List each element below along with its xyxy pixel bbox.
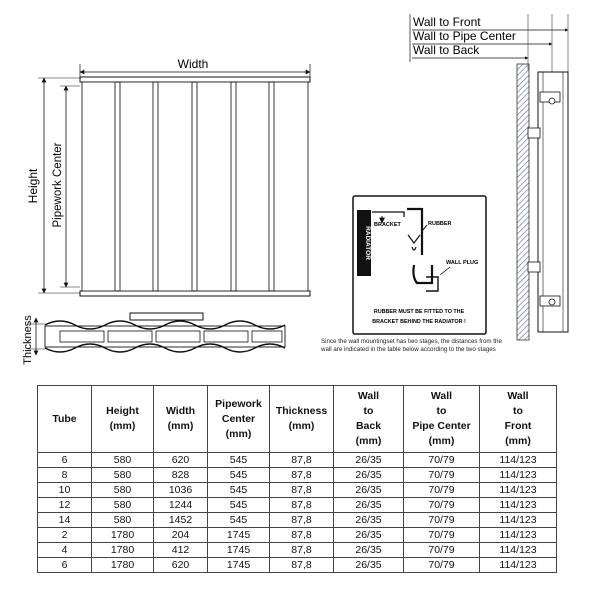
column-header-text: (mm) (109, 420, 136, 432)
table-cell: 87,8 (270, 513, 334, 528)
table-cell: 580 (92, 483, 154, 498)
column-header-text: Wall (507, 390, 529, 402)
thickness-label: Thickness (22, 315, 34, 365)
height-label: Height (26, 168, 40, 204)
column-header-text: Center (221, 412, 256, 425)
table-cell: 114/123 (480, 543, 557, 558)
table-cell: 87,8 (270, 528, 334, 543)
table-row (38, 468, 557, 483)
table-cell: 87,8 (270, 558, 334, 573)
table-cell: 26/35 (334, 558, 404, 573)
table-cell: 828 (154, 468, 208, 483)
table-cell: 412 (154, 543, 208, 558)
table-cell: 114/123 (480, 483, 557, 498)
column-header-text: Back (355, 420, 382, 432)
table-cell: 70/79 (404, 513, 480, 528)
width-label: Width (177, 57, 209, 71)
table-row (38, 528, 557, 543)
column-header-text: Thickness (275, 405, 328, 417)
column-header-text: to (513, 405, 523, 417)
table-cell: 12 (38, 498, 92, 513)
column-header (208, 386, 270, 453)
table-cell: 114/123 (480, 558, 557, 573)
table-cell: 70/79 (404, 558, 480, 573)
table-cell: 545 (208, 513, 270, 528)
table-cell: 545 (208, 453, 270, 468)
table-cell: 26/35 (334, 468, 404, 483)
table-row (38, 558, 557, 573)
column-header-text: (mm) (428, 435, 455, 447)
column-header (154, 386, 208, 453)
rubber-label: RUBBER (428, 221, 452, 227)
column-header-text: Width (165, 405, 196, 417)
table-cell: 114/123 (480, 468, 557, 483)
column-header-text: Tube (52, 412, 77, 425)
table-cell: 1780 (92, 528, 154, 543)
column-header-text: Height (106, 405, 139, 417)
column-header-text: Front (504, 420, 532, 432)
column-header-text: Wall (357, 390, 380, 402)
table-cell: 10 (38, 483, 92, 498)
pipework-center-label: Pipework Center (52, 142, 64, 228)
column-header (334, 386, 404, 453)
column-header-text: (mm) (225, 427, 252, 440)
table-row (38, 498, 557, 513)
table-cell: 1745 (208, 558, 270, 573)
radiator-side-view (528, 72, 568, 332)
table-cell: 1780 (92, 558, 154, 573)
table-cell: 87,8 (270, 468, 334, 483)
table-cell: 114/123 (480, 498, 557, 513)
column-header-text: (mm) (167, 420, 194, 432)
table-cell: 1036 (154, 483, 208, 498)
table-cell: 2 (38, 528, 92, 543)
table-cell: 114/123 (480, 528, 557, 543)
table-cell: 87,8 (270, 543, 334, 558)
table-cell: 70/79 (404, 453, 480, 468)
table-cell: 580 (92, 453, 154, 468)
column-header (38, 386, 92, 453)
table-row (38, 483, 557, 498)
specification-table (37, 385, 557, 573)
table-cell: 70/79 (404, 468, 480, 483)
table-cell: 580 (92, 468, 154, 483)
column-header (480, 386, 557, 453)
table-cell: 70/79 (404, 528, 480, 543)
table-cell: 87,8 (270, 498, 334, 513)
table-cell: 26/35 (334, 483, 404, 498)
bracket-label: BRACKET (374, 222, 401, 228)
table-cell: 70/79 (404, 483, 480, 498)
table-cell: 6 (38, 558, 92, 573)
radiator-front-view (80, 77, 310, 296)
table-cell: 14 (38, 513, 92, 528)
table-cell: 545 (208, 498, 270, 513)
column-header (92, 386, 154, 453)
table-cell: 545 (208, 483, 270, 498)
bracket-detail-drawing (352, 195, 487, 335)
warning-text-line1: RUBBER MUST BE FITTED TO THE (373, 309, 465, 315)
table-row (38, 513, 557, 528)
table-cell: 26/35 (334, 528, 404, 543)
radiator-label: RADIATÖR (364, 226, 371, 260)
table-cell: 1452 (154, 513, 208, 528)
table-cell: 545 (208, 468, 270, 483)
front-view-drawing (0, 0, 330, 370)
table-row (38, 453, 557, 468)
table-cell: 1780 (92, 543, 154, 558)
table-cell: 26/35 (334, 543, 404, 558)
warning-text-line2: BRACKET BEHIND THE RADIATOR ! (372, 319, 466, 325)
column-header (404, 386, 480, 453)
table-cell: 26/35 (334, 498, 404, 513)
table-cell: 1745 (208, 543, 270, 558)
table-cell: 26/35 (334, 453, 404, 468)
table-cell: 114/123 (480, 513, 557, 528)
table-cell: 204 (154, 528, 208, 543)
table-cell: 87,8 (270, 453, 334, 468)
column-header-text: Pipework (215, 397, 262, 410)
table-cell: 114/123 (480, 453, 557, 468)
table-cell: 70/79 (404, 543, 480, 558)
table-cell: 620 (154, 453, 208, 468)
table-cell: 26/35 (334, 513, 404, 528)
column-header-text: Wall (430, 390, 453, 402)
wall-plug-label: WALL PLUG (446, 260, 479, 266)
table-header-row (38, 386, 557, 453)
table-cell: 580 (92, 513, 154, 528)
column-header-text: to (363, 405, 374, 417)
wall-to-front-label: Wall to Front (413, 15, 481, 29)
table-cell: 8 (38, 468, 92, 483)
column-header-text: to (436, 405, 447, 417)
wall-section (517, 64, 529, 340)
table-cell: 70/79 (404, 498, 480, 513)
table-cell: 87,8 (270, 483, 334, 498)
column-header-text: (mm) (505, 435, 531, 447)
table-cell: 1745 (208, 528, 270, 543)
column-header-text: (mm) (288, 420, 315, 432)
table-cell: 6 (38, 453, 92, 468)
table-cell: 620 (154, 558, 208, 573)
wall-to-back-label: Wall to Back (413, 43, 480, 57)
column-header-text: (mm) (355, 435, 382, 447)
table-row (38, 543, 557, 558)
table-cell: 580 (92, 498, 154, 513)
table-cell: 1244 (154, 498, 208, 513)
table-cell: 4 (38, 543, 92, 558)
mounting-note: Since the wall mountingset has two stages, the distances from the wall are indicated in the table below according to the two stages (321, 338, 502, 353)
column-header (270, 386, 334, 453)
thickness-section-view (28, 313, 285, 355)
wall-to-pipe-center-label: Wall to Pipe Center (413, 29, 516, 43)
column-header-text: Pipe Center (412, 420, 471, 432)
